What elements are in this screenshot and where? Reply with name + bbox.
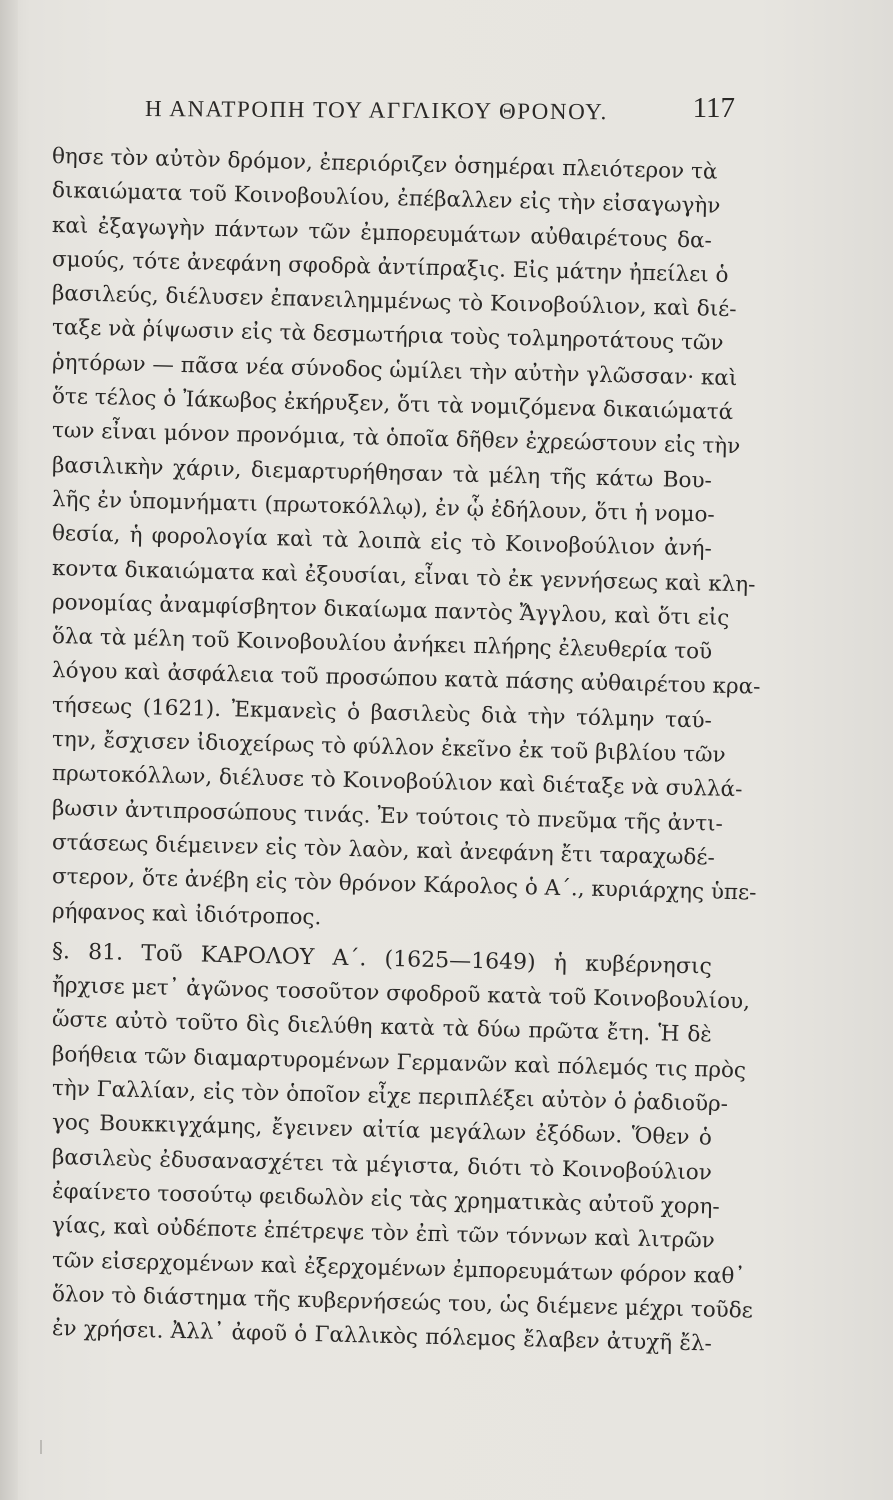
running-title: Η ΑΝΑΤΡΟΠΗ ΤΟΥ ΑΓΓΛΙΚΟΥ ΘΡΟΝΟΥ. bbox=[144, 96, 608, 125]
section-heading-line: §. 81. Τοῦ ΚΑΡΟΛΟΥ Α΄. (1625—1649) ἡ κυβέρνησις bbox=[51, 938, 713, 980]
body-text bbox=[51, 140, 761, 1357]
text-line: ὥστε αὐτὸ τοῦτο δὶς διελύθη κατὰ τὰ δύω πρῶτα ἔτη. Ἡ δὲ bbox=[51, 1007, 713, 1048]
text-line: θησε τὸν αὐτὸν δρόμον, ἐπεριόριζεν ὁσημέραι πλειότερον τὰ bbox=[51, 144, 718, 185]
text-line: λόγου καὶ ἀσφάλεια τοῦ προσώπου κατὰ πάσης αὐθαιρέτου κρα- bbox=[51, 658, 761, 701]
text-line: βασιλεύς, διέλυσεν ἐπανειλημμένως τὸ Κοινοβούλιον, καὶ διέ- bbox=[51, 281, 737, 323]
text-line: τὴν Γαλλίαν, εἰς τὸν ὁποῖον εἶχε περιπλέξει αὐτὸν ὁ ῥαδιοῦρ- bbox=[51, 1076, 729, 1117]
text-line: βωσιν ἀντιπροσώπους τινάς. Ἐν τούτοις τὸ πνεῦμα τῆς ἀντι- bbox=[51, 795, 724, 837]
text-line: στάσεως διέμεινεν εἰς τὸν λαὸν, καὶ ἀνεφάνη ἔτι ταραχωδέ- bbox=[51, 829, 716, 871]
text-line: βασιλικὴν χάριν, διεμαρτυρήθησαν τὰ μέλη τῆς κάτω Βου- bbox=[51, 452, 713, 494]
text-line: ἐν χρήσει. Ἀλλ᾽ ἀφοῦ ὁ Γαλλικὸς πόλεμος ἔλαβεν ἀτυχῆ ἔλ- bbox=[51, 1316, 713, 1357]
text-line: γίας, καὶ οὐδέποτε ἐπέτρεψε τὸν ἐπὶ τῶν τόννων καὶ λιτρῶν bbox=[51, 1213, 716, 1254]
text-line: κοντα δικαιώματα καὶ ἐξουσίαι, εἶναι τὸ ἐκ γεννήσεως καὶ κλη- bbox=[51, 555, 756, 598]
text-line: καὶ ἐξαγωγὴν πάντων τῶν ἐμπορευμάτων αὐθαιρέτους δα- bbox=[51, 212, 713, 254]
text-line: τήσεως (1621). Ἐκμανεὶς ὁ βασιλεὺς διὰ τὴν τόλμην ταύ- bbox=[51, 692, 713, 734]
margin-mark bbox=[40, 1440, 42, 1454]
text-line: την, ἔσχισεν ἰδιοχείρως τὸ φύλλον ἐκεῖνο ἐκ τοῦ βιβλίου τῶν bbox=[51, 727, 726, 768]
text-line: ῥητόρων — πᾶσα νέα σύνοδος ὡμίλει τὴν αὐτὴν γλῶσσαν· καὶ bbox=[51, 349, 738, 391]
text-line: ὅλα τὰ μέλη τοῦ Κοινοβουλίου ἀνήκει πλήρης ἐλευθερία τοῦ bbox=[51, 624, 713, 665]
text-line: ἤρχισε μετ᾽ ἀγῶνος τοσοῦτον σφοδροῦ κατὰ τοῦ Κοινοβουλίου, bbox=[51, 973, 751, 1015]
text-line: των εἶναι μόνον προνόμια, τὰ ὁποῖα δῆθεν ἐχρεώστουν εἰς τὴν bbox=[51, 418, 741, 460]
text-line: ρονομίας ἀναμφίσβητον δικαίωμα παντὸς Ἄγγλου, καὶ ὅτι εἰς bbox=[51, 589, 730, 631]
text-line: πρωτοκόλλων, διέλυσε τὸ Κοινοβούλιον καὶ διέταξε νὰ συλλά- bbox=[51, 761, 743, 803]
text-line: λῆς ἐν ὑπομνήματι (πρωτοκόλλῳ), ἐν ᾧ ἐδήλουν, ὅτι ἡ νομο- bbox=[51, 486, 715, 528]
text-line: δικαιώματα τοῦ Κοινοβουλίου, ἐπέβαλλεν εἰς τὴν εἰσαγωγὴν bbox=[51, 178, 721, 220]
text-line: σμούς, τότε ἀνεφάνη σφοδρὰ ἀντίπραξις. Εἰς μάτην ἠπείλει ὁ bbox=[51, 246, 729, 288]
text-line: γος Βουκκιγχάμης, ἔγεινεν αἰτία μεγάλων ἐξόδων. Ὅθεν ὁ bbox=[51, 1110, 713, 1151]
text-line: τῶν εἰσερχομένων καὶ ἐξερχομένων ἐμπορευμάτων φόρον καθ᾽ bbox=[51, 1247, 746, 1289]
text-line: ρήφανος καὶ ἰδιότροπος. bbox=[51, 898, 322, 930]
text-line: ὅλον τὸ διάστημα τῆς κυβερνήσεώς του, ὡς διέμενε μέχρι τοῦδε bbox=[51, 1281, 754, 1324]
text-line: στερον, ὅτε ἀνέβη εἰς τὸν θρόνον Κάρολος ὁ Α΄., κυριάρχης ὑπε- bbox=[51, 864, 757, 906]
page-gutter bbox=[0, 0, 18, 1500]
text-line: θεσία, ἡ φορολογία καὶ τὰ λοιπὰ εἰς τὸ Κοινοβούλιον ἀνή- bbox=[51, 521, 713, 562]
running-head bbox=[145, 92, 735, 132]
text-line: ταξε νὰ ῥίψωσιν εἰς τὰ δεσμωτήρια τοὺς τολμηροτάτους τῶν bbox=[51, 315, 724, 357]
text-line: ὅτε τέλος ὁ Ἰάκωβος ἐκήρυξεν, ὅτι τὰ νομιζόμενα δικαιώματά bbox=[51, 384, 734, 426]
text-line: βασιλεὺς ἐδυσανασχέτει τὰ μέγιστα, διότι τὸ Κοινοβούλιον bbox=[51, 1144, 713, 1186]
page-number: 117 bbox=[692, 92, 735, 124]
text-line: ἐφαίνετο τοσούτῳ φειδωλὸν εἰς τὰς χρηματικὰς αὐτοῦ χορη- bbox=[51, 1178, 720, 1220]
text-line: βοήθεια τῶν διαμαρτυρομένων Γερμανῶν καὶ πόλεμός τις πρὸς bbox=[51, 1041, 747, 1084]
